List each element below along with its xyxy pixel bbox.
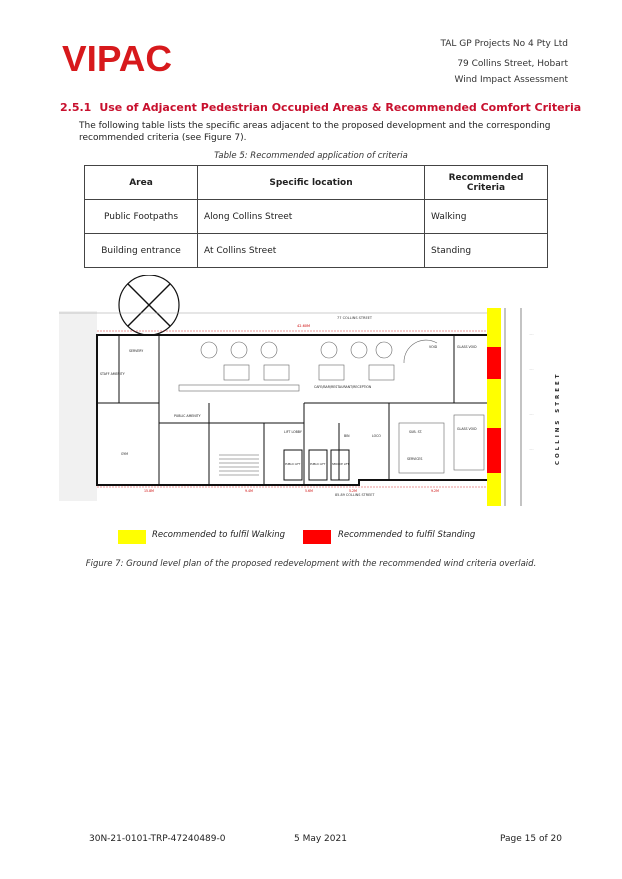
room-services: SERVICES	[407, 457, 423, 461]
top-street-label: 77 COLLINS STREET	[337, 316, 373, 320]
bottom-street-label: 85-89 COLLINS STREET	[335, 493, 375, 497]
table-caption: Table 5: Recommended application of criteria	[214, 151, 408, 161]
cell-area: Building entrance	[85, 234, 198, 268]
section-title: Use of Adjacent Pedestrian Occupied Areas & Recommended Comfort Criteria	[99, 101, 582, 114]
col-header-area: Area	[85, 166, 198, 200]
room-lift-lobby: LIFT LOBBY	[284, 430, 302, 434]
legend-standing-swatch	[303, 530, 331, 544]
walking-zone	[487, 308, 501, 506]
table-row	[85, 200, 548, 234]
header-address: 79 Collins Street, Hobart	[457, 59, 568, 69]
col-header-criteria: Recommended Criteria	[425, 166, 548, 200]
room-public-lift-1: PUBLIC LIFT	[285, 463, 301, 466]
legend-walking-swatch	[118, 530, 146, 544]
room-bin: BIN	[344, 434, 350, 438]
room-loco: LOCO	[372, 434, 381, 438]
room-sub-station: SUB. ST.	[409, 430, 423, 434]
room-public-amenity: PUBLIC AMENITY	[174, 414, 201, 418]
room-void: VOID	[429, 345, 438, 349]
col-header-location: Specific location	[198, 166, 425, 200]
section-intro: The following table lists the specific areas adjacent to the proposed development and the corresponding recommended criteria (see Figure 7).	[79, 121, 551, 143]
svg-text:······: ······	[529, 333, 534, 336]
dim-top: 42.60M	[297, 324, 311, 328]
dim-b5: 9.2M	[431, 489, 439, 493]
logo-text: VIPAC	[62, 40, 172, 76]
cell-area: Public Footpaths	[85, 200, 198, 234]
collins-street-label: COLLINS STREET	[555, 371, 561, 465]
dim-b2: 9.4M	[245, 489, 253, 493]
header-report-title: Wind Impact Assessment	[454, 75, 568, 85]
dim-b4: 5.2M	[349, 489, 357, 493]
room-cafe: CAFE/BAR/RESTAURANT/RECEPTION	[314, 385, 372, 389]
footer-date: 5 May 2021	[294, 834, 347, 844]
figure-caption: Figure 7: Ground level plan of the proposed redevelopment with the recommended wind criteria overlaid.	[85, 559, 537, 569]
legend-walking-label: Recommended to fulfil Walking	[152, 530, 286, 540]
svg-text:······: ······	[529, 368, 534, 371]
room-glass-void-2: GLASS VOID	[457, 427, 477, 431]
section-number: 2.5.1	[60, 101, 92, 114]
room-servery: SERVERY	[129, 349, 144, 353]
table-header-row	[85, 166, 548, 200]
footer-page: Page 15 of 20	[500, 834, 562, 844]
header-client: TAL GP Projects No 4 Pty Ltd	[440, 39, 568, 49]
vipac-logo	[62, 40, 174, 76]
cell-criteria: Standing	[425, 234, 548, 268]
cell-location: Along Collins Street	[198, 200, 425, 234]
table-row	[85, 234, 548, 268]
room-gym: GYM	[121, 452, 129, 456]
dim-b3: 5.6M	[305, 489, 313, 493]
footer-doc-id: 30N-21-0101-TRP-47240489-0	[89, 834, 226, 844]
room-public-lift-2: PUBLIC LIFT	[310, 463, 326, 466]
cell-location: At Collins Street	[198, 234, 425, 268]
ground-floor-plan	[59, 275, 562, 510]
standing-zone-south	[487, 428, 501, 473]
criteria-table	[84, 165, 548, 268]
cell-criteria: Walking	[425, 200, 548, 234]
section-heading	[60, 101, 581, 114]
standing-zone-north	[487, 347, 501, 379]
room-glass-void: GLASS VOID	[457, 345, 477, 349]
svg-text:······: ······	[529, 448, 534, 451]
compass-icon	[119, 275, 179, 335]
dim-b1: 15.8M	[144, 489, 154, 493]
svg-text:······: ······	[529, 413, 534, 416]
legend-standing-label: Recommended to fulfil Standing	[338, 530, 476, 540]
room-staff: STAFF AMENITY	[100, 372, 125, 376]
room-service-lift: SERVICE LIFT	[332, 463, 349, 466]
